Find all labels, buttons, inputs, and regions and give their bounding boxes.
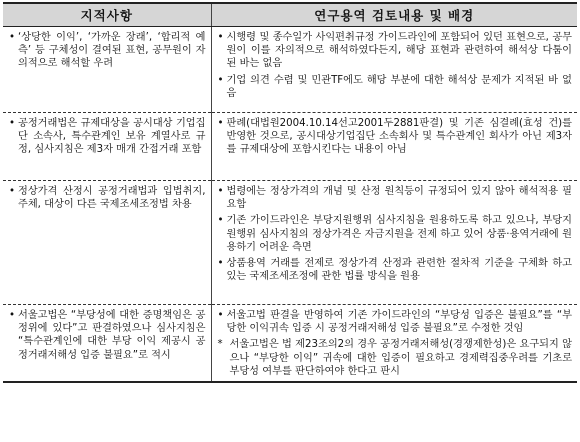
- review-text: 기존 가이드라인은 부당지원행위 심사지침을 원용하도록 하고 있으나, 부당지원행위 심사지침의 정상가격은 자금지원을 전제 하고 있어 상품·용역거래에 원용하기 어려운 측면: [226, 215, 572, 253]
- issue-text: ‘상당한 이익’, ‘가까운 장래’, ‘합리적 예측’ 등 구체성이 결여된 표현, 공무원이 자의적으로 해석할 우려: [18, 32, 206, 70]
- bullet-marker: •: [217, 74, 224, 86]
- issue-text: 정상가격 산정시 공정거래법과 입법취지, 주체, 대상이 다른 국제조세조정법 차용: [18, 186, 206, 211]
- bullet-marker: •: [217, 215, 224, 227]
- review-cell: [211, 305, 577, 383]
- bullet-marker: •: [9, 118, 16, 129]
- issue-cell: [3, 113, 211, 181]
- review-text: 서울고법 판결을 반영하여 기존 가이드라인의 “부당성 입증은 불필요”를 “부당한 이익귀속 입증 시 공정거래저해성 입증 불필요”로 수정한 것임: [226, 310, 572, 335]
- review-cell: [211, 27, 577, 113]
- review-text: 법령에는 정상가격의 개념 및 산정 원칙등이 규정되어 있지 않아 해석적용 필요함: [226, 186, 572, 211]
- table-row: [3, 305, 577, 383]
- bullet-marker: •: [217, 258, 224, 270]
- review-text: 기업 의견 수렴 및 민관TF에도 해당 부분에 대한 해석상 문제가 지적된 바 없음: [226, 74, 572, 99]
- review-text: 시행령 및 종수일가 사익편취규정 가이드라인에 포함되어 있던 표현으로, 공무원이 이를 자의적으로 해석하였다든지, 해당 표현과 관련하여 해석상 다툼이 된 바는 없음: [226, 32, 572, 70]
- header-row: [3, 3, 577, 27]
- bullet-marker: •: [9, 310, 16, 321]
- issue-cell: [3, 305, 211, 383]
- bullet-marker: •: [9, 32, 16, 43]
- bullet-marker: •: [217, 32, 224, 43]
- note-marker: *: [217, 339, 223, 351]
- bullet-marker: •: [217, 118, 224, 129]
- table-row: [3, 113, 577, 181]
- issue-cell: [3, 27, 211, 113]
- bullet-marker: •: [9, 186, 16, 197]
- table-row: [3, 27, 577, 113]
- review-text: 상품용역 거래를 전제로 정상가격 산정과 관련한 절차적 기준을 구체화 하고 있는 국제조세조정에 관한 법률 방식을 원용: [226, 258, 572, 283]
- issue-text: 서울고법은 “부당성에 대한 증명책임은 공정위에 있다”고 판결하였으나 심사지침은 “특수관계인에 대한 부당 이익 제공시 공정거래저해성 입증 불필요”로 적시: [18, 310, 206, 361]
- table-row: [3, 181, 577, 305]
- bullet-marker: •: [217, 310, 224, 321]
- review-table: [3, 2, 577, 383]
- note-text: 서울고법은 법 제23조의2의 경우 공정거래저해성(경쟁제한성)은 요구되지 않으나 “부당한 이익” 귀속에 대한 입증이 필요하고 경제력집중우려를 기초로 부당성 여부를 판단하여야 한다고 판시: [229, 339, 572, 377]
- issue-cell: [3, 181, 211, 305]
- issue-text: 공정거래법은 규제대상을 공시대상 기업집단 소속사, 특수관계인 보유 계열사로 규정, 심사지침은 제3자 매개 간접거래 포함: [18, 118, 206, 156]
- header-issue: 지적사항: [3, 3, 211, 27]
- review-cell: [211, 181, 577, 305]
- header-review: 연구용역 검토내용 및 배경: [211, 3, 577, 27]
- review-cell: [211, 113, 577, 181]
- review-text: 판례(대법원2004.10.14선고2001두2881판결) 및 기존 심결례(효성 건)를 반영한 것으로, 공시대상기업집단 소속회사 및 특수관계인 회사가 아닌 제3자를 규제대상에 포함시킨다는 내용이 아님: [226, 118, 572, 156]
- bullet-marker: •: [217, 186, 224, 197]
